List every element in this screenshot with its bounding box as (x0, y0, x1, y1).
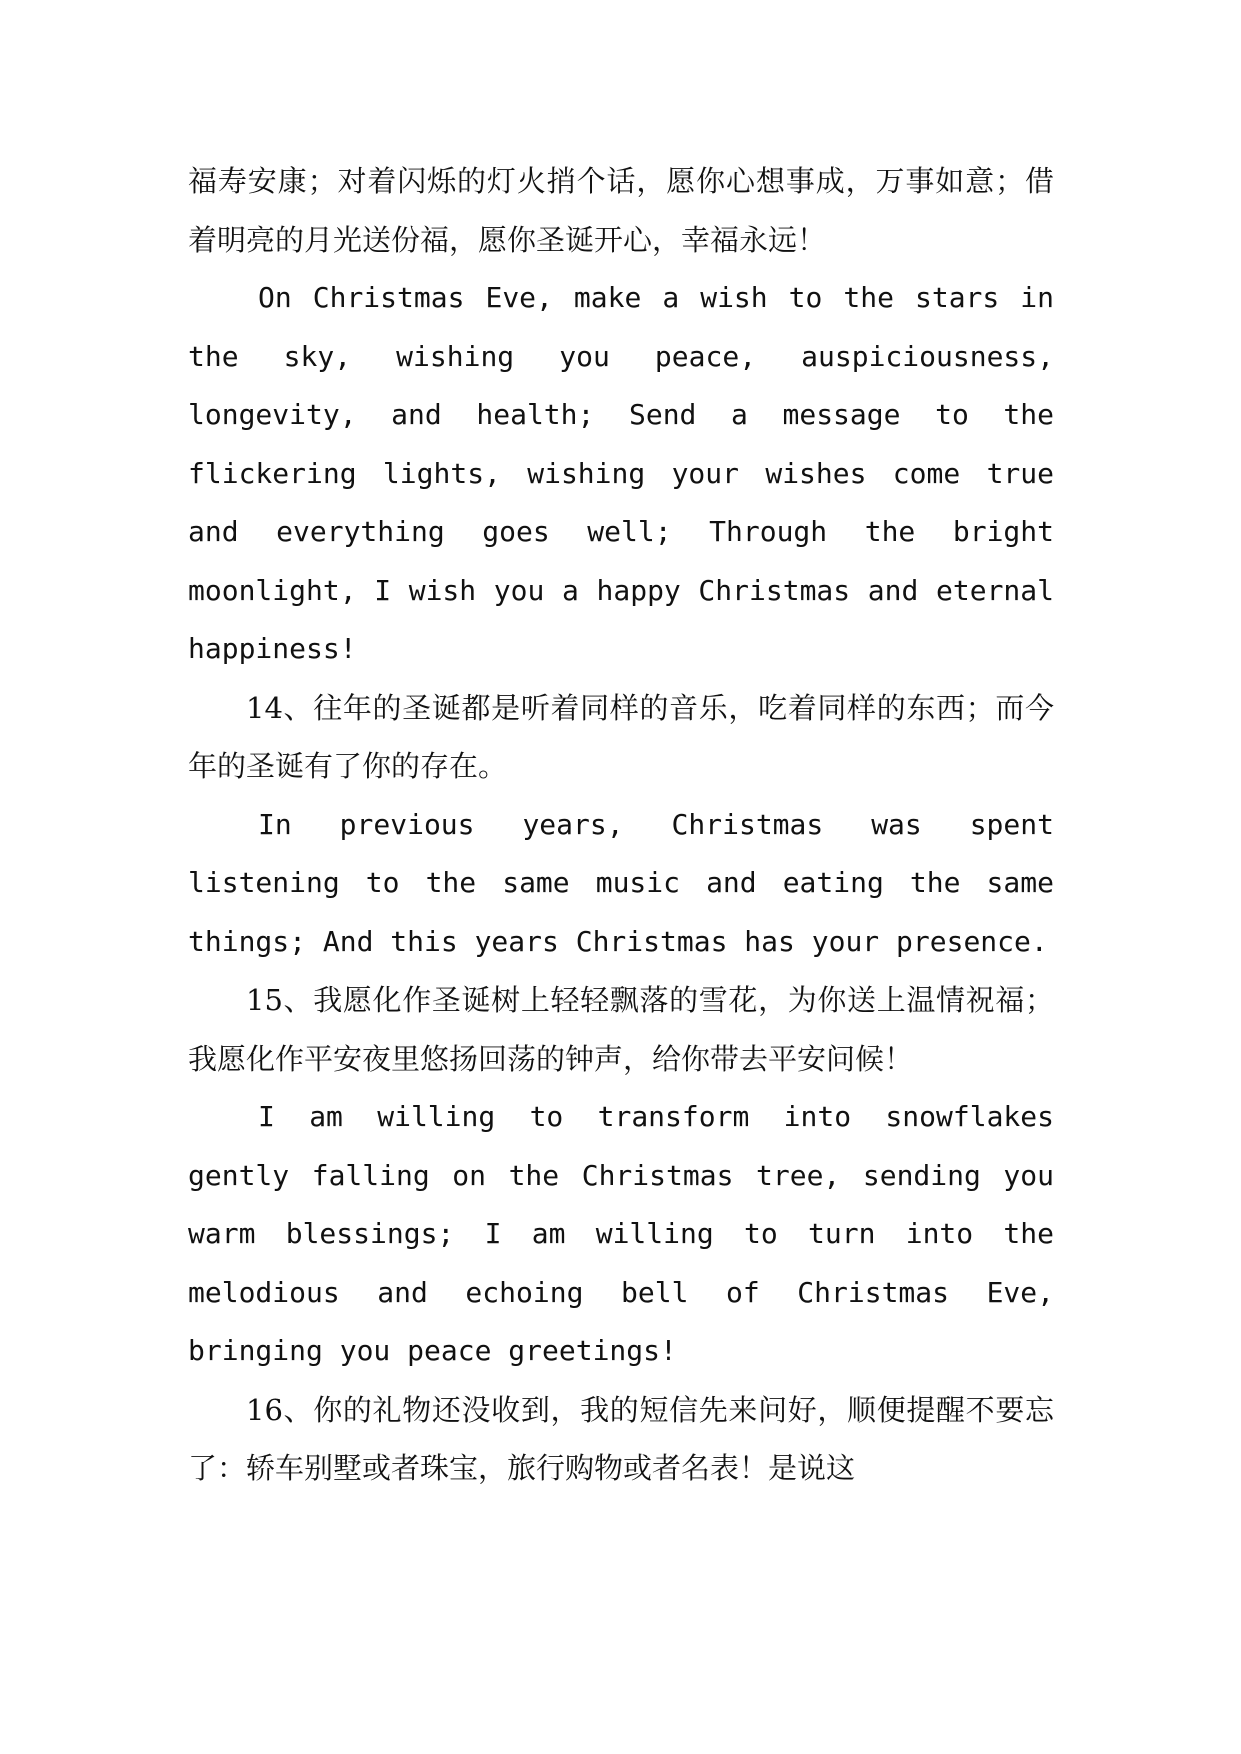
paragraph-en-previous-years: In previous years, Christmas was spent listening to the same music and eating the same things; And this years Christmas has your presence. (188, 807, 1054, 958)
paragraph-en-christmas-eve-wish: On Christmas Eve, make a wish to the stars in the sky, wishing you peace, auspiciousness, longevity, and health; Send a message to the flickering lights, wishing your wishes come true and everything goes well; Through the bright moonlight, I wish you a happy Christmas and eternal happiness! (188, 281, 1054, 665)
document-body (188, 152, 1054, 1498)
paragraph-zh-continuation: 福寿安康；对着闪烁的灯火捎个话，愿你心想事成，万事如意；借着明亮的月光送份福，愿你圣诞开心，幸福永远！ (188, 164, 1054, 257)
paragraph-zh-14: 14、往年的圣诞都是听着同样的音乐，吃着同样的东西；而今年的圣诞有了你的存在。 (188, 690, 1054, 783)
paragraph-zh-15: 15、我愿化作圣诞树上轻轻飘落的雪花，为你送上温情祝福；我愿化作平安夜里悠扬回荡的钟声，给你带去平安问候！ (188, 983, 1054, 1076)
paragraph-zh-16: 16、你的礼物还没收到，我的短信先来问好，顺便提醒不要忘了：轿车别墅或者珠宝，旅行购物或者名表！是说这 (188, 1392, 1054, 1485)
paragraph-en-snowflakes: I am willing to transform into snowflakes gently falling on the Christmas tree, sending you warm blessings; I am willing to turn into the melodious and echoing bell of Christmas Eve, bringing you peace greetings! (188, 1100, 1054, 1367)
